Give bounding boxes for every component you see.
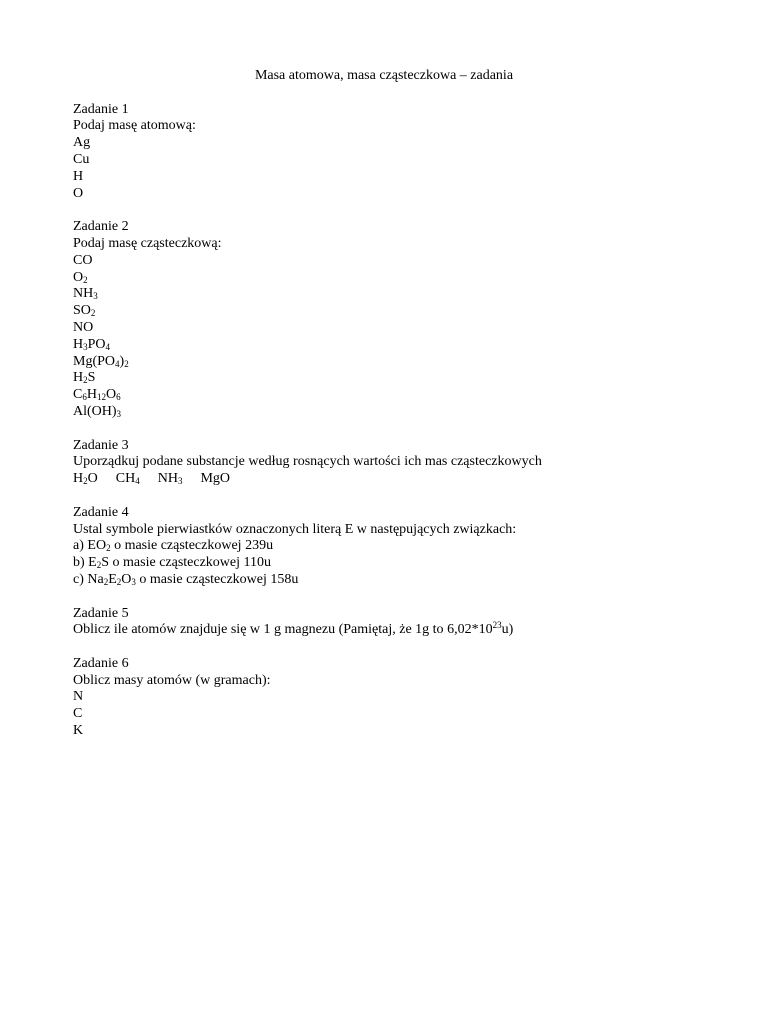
- task-6: [73, 656, 713, 740]
- task-1-item: O: [73, 185, 84, 201]
- task-1: [73, 102, 713, 203]
- task-6-instruction: Oblicz masy atomów (w gramach):: [73, 672, 271, 688]
- document-content: [73, 68, 713, 740]
- task-2-instruction: Podaj masę cząsteczkową:: [73, 235, 222, 251]
- substance-formula: $NH_3$: [157, 471, 183, 487]
- task-1-item: Ag: [73, 135, 91, 151]
- task-5-instruction: Oblicz ile atomów znajduje się w 1 g magnezu (Pamiętaj, że 1g to $6,02*10^{23}u$): [73, 620, 514, 638]
- task-4-instruction: Ustal symbole pierwiastków oznaczonych literą E w następujących związkach:: [73, 521, 517, 537]
- task-4-item: b) $E_2S$ o masie cząsteczkowej 110u: [73, 555, 272, 571]
- substance-formula: MgO: [200, 471, 230, 487]
- task-3-substances: [73, 471, 713, 488]
- task-4-item: c) $Na_2E_2O_3$ o masie cząsteczkowej 158u: [73, 571, 299, 587]
- task-6-item: K: [73, 723, 84, 739]
- task-1-item: Cu: [73, 151, 90, 167]
- substance-formula: $H_2O$: [73, 471, 98, 487]
- task-2-formula: $Mg(PO_4)_2$: [73, 353, 129, 369]
- task-6-heading: Zadanie 6: [73, 655, 129, 671]
- task-3-heading: Zadanie 3: [73, 437, 129, 453]
- task-2-formula: CO: [73, 252, 93, 268]
- task-2-heading: Zadanie 2: [73, 219, 129, 235]
- task-5-heading: Zadanie 5: [73, 605, 129, 621]
- task-1-heading: Zadanie 1: [73, 101, 129, 117]
- task-1-item: H: [73, 168, 84, 184]
- task-2: [73, 219, 713, 421]
- task-3: [73, 438, 713, 488]
- task-2-formula: $SO_2$: [73, 303, 96, 319]
- task-3-instruction: Uporządkuj podane substancje według rosnących wartości ich mas cząsteczkowych: [73, 454, 542, 470]
- task-6-item: C: [73, 706, 83, 722]
- task-2-formula: $H_2S$: [73, 370, 96, 386]
- task-4: [73, 505, 713, 589]
- task-5: [73, 606, 713, 640]
- task-2-formula: $Al(OH)_3$: [73, 403, 122, 419]
- task-2-formula: NO: [73, 319, 94, 335]
- task-2-formula: $H_3PO_4$: [73, 336, 111, 352]
- task-6-item: N: [73, 689, 84, 705]
- task-2-formula: $O_2$: [73, 269, 88, 285]
- task-2-formula: $NH_3$: [73, 286, 98, 302]
- task-2-formula: $C_6H_{12}O_6$: [73, 387, 121, 403]
- substance-formula: $CH_4$: [115, 471, 140, 487]
- task-4-item: a) $EO_2$ o masie cząsteczkowej 239u: [73, 538, 274, 554]
- document-title: Masa atomowa, masa cząsteczkowa – zadania: [254, 68, 514, 83]
- task-1-instruction: Podaj masę atomową:: [73, 118, 196, 134]
- task-4-heading: Zadanie 4: [73, 504, 129, 520]
